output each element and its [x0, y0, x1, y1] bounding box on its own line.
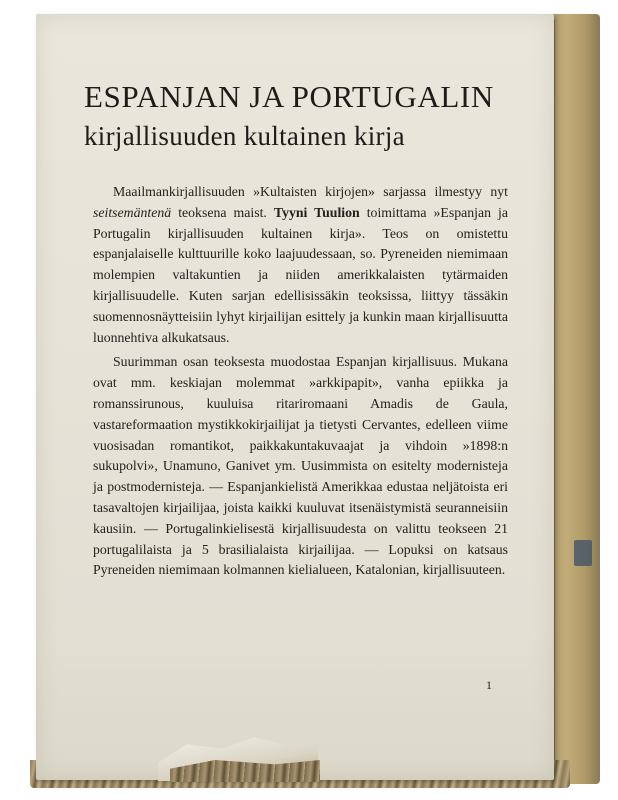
blurb-p1-emphasis: seitsemäntenä [93, 204, 172, 220]
blurb-paragraph-1 [93, 182, 508, 348]
blurb-p1-text-a: Maailmankirjallisuuden »Kultaisten kirjojen» sarjassa ilmestyy nyt [113, 184, 508, 199]
blurb-paragraph-2: Suurimman osan teoksesta muodostaa Espanjan kirjallisuus. Mukana ovat mm. keskiajan molemmat »arkkipapit», vanha epiikka ja romanssirunous, kuuluisa ritariromaani Amadis de Gaula, vastareformaation mystikkokirjailijat ja tietysti Cervantes, edelleen viime vuosisadan romantikot, paikkakuntakuvaajat ja vihdoin »1898:n sukupolvi», Unamuno, Ganivet ym. Uusimmista on esitelty modernisteja ja postmodernisteja. — Espanjankielistä Amerikkaa edustaa neljätoista eri tasavaltojen kirjailijaa, joista kaikki kuuluvat itsenäistymistä seuranneisiin kausiin. — Portugalinkielisestä kirjallisuudesta on valittu teokseen 21 portugalilaista ja 5 brasilialaista kirjailijaa. — Lopuksi on katsaus Pyreneiden niemimaan kolmannen kielialueen, Katalonian, kirjallisuuteen. [93, 354, 508, 578]
cover-title: ESPANJAN JA PORTUGALIN [84, 79, 494, 114]
cover-title-block [84, 78, 524, 154]
blurb-p1-editor: Tyyni Tuulion [273, 204, 360, 220]
blurb-p1-text-b: teoksena maist. [171, 204, 274, 220]
cover-subtitle: kirjallisuuden kultainen kirja [84, 121, 405, 151]
page-number: 1 [486, 678, 492, 692]
blurb-p1-text-c: toimittama »Espanjan ja Portugalin kirjallisuuden kultainen kirja». Teos on omistettu espanjalaiselle kulttuurille koko laajuudessaan, so. Pyreneiden niemimaan molempien valtakuntien ja niiden amerikkalaisten tytärmaiden kirjallisuudelle. Kuten sarjan edellisissäkin teoksissa, liittyy tässäkin suomennosnäytteisiin lyhyt kirjailijan esittely ja kunkin maan kirjallisuutta luonnehtiva alkukatsaus. [93, 204, 508, 345]
jacket-blurb [93, 182, 508, 581]
spine-label-mark [574, 540, 592, 566]
